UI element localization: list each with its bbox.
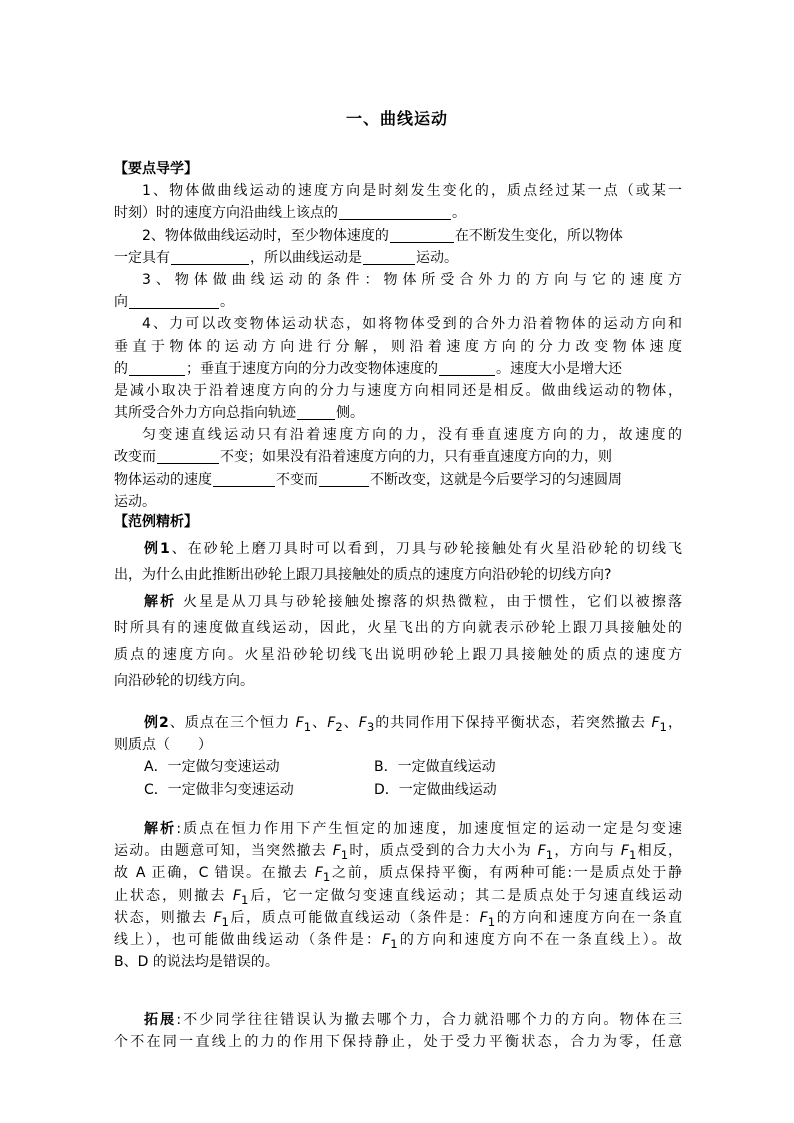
page-title: 一、曲线运动 bbox=[345, 109, 448, 128]
text-line: 向 。 bbox=[114, 294, 234, 311]
blank-line bbox=[319, 471, 369, 487]
text-line: 垂直于物体的运动方向进行分解，则沿着速度方向的分力改变物体速度 bbox=[114, 338, 682, 355]
text-line: 时所具有的速度做直线运动，因此，火星飞出的方向就表示砂轮上跟刀具接触处的 bbox=[114, 620, 682, 637]
options-row bbox=[114, 756, 682, 778]
blank-line bbox=[439, 360, 495, 376]
text-line: 个不在同一直线上的力的作用下保持静止，处于受力平衡状态，合力为零，任意 bbox=[114, 1034, 682, 1051]
text-line: 时刻）时的速度方向沿曲线上该点的 。 bbox=[114, 205, 466, 222]
blank-line bbox=[171, 249, 249, 265]
blank-line bbox=[339, 204, 451, 220]
example-1 bbox=[114, 536, 682, 694]
text-line: 的 ；垂直于速度方向的分力改变物体速度的 。速度大小是增大还 bbox=[114, 360, 622, 377]
text-line: 例1、在砂轮上磨刀具时可以看到，刀具与砂轮接触处有火星沿砂轮的切线飞 bbox=[144, 541, 682, 557]
option-c: C．一定做非匀变速运动 bbox=[144, 781, 294, 798]
text-line: 匀变速直线运动只有沿着速度方向的力，没有垂直速度方向的力，故速度的 bbox=[142, 427, 682, 444]
option-d: D．一定做曲线运动 bbox=[374, 781, 497, 798]
blank-line bbox=[363, 249, 415, 265]
text-line: 改变而 不变；如果没有沿着速度方向的力，只有垂直速度方向的力，则 bbox=[114, 449, 612, 466]
text-line: 其所受合外力方向总指向轨迹 侧。 bbox=[114, 405, 364, 422]
text-line: 例2、质点在三个恒力 $F_1$、$F_2$、$F_3$的共同作用下保持平衡状态，若突然撤去 $F_1$， bbox=[144, 715, 682, 734]
text-line: 状态，则撤去 $F_1$后，质点可能做直线运动（条件是：$F_1$的方向和速度方向在一条直 bbox=[114, 909, 682, 929]
extension bbox=[114, 1009, 682, 1053]
section-heading: 【要点导学】 bbox=[114, 161, 198, 177]
text-line: 2、物体做曲线运动时，至少物体速度的 在不断发生变化，所以物体 bbox=[142, 227, 623, 244]
text-line: 4、力可以改变物体运动状态，如将物体受到的合外力沿着物体的运动方向和 bbox=[142, 316, 682, 333]
text-line: 向沿砂轮的切线方向。 bbox=[114, 672, 254, 689]
text-line: 质点的速度方向。火星沿砂轮切线飞出说明砂轮上跟刀具接触处的质点的速度方 bbox=[114, 646, 682, 663]
section-heading: 【范例精析】 bbox=[114, 514, 198, 530]
text-line: 1、物体做曲线运动的速度方向是时刻发生变化的，质点经过某一点（或某一 bbox=[142, 183, 682, 200]
blank-line bbox=[129, 360, 185, 376]
text-line: 运动。由题意可知，当突然撤去 $F_1$时，质点受到的合力大小为 $F_1$，方向与 $F_1$相反， bbox=[114, 843, 683, 862]
example-2-analysis bbox=[114, 818, 682, 973]
text-line: 拓展:不少同学往往错误认为撤去哪个力，合力就沿哪个力的方向。物体在三 bbox=[144, 1012, 683, 1028]
section-key-points bbox=[114, 158, 682, 513]
example-2 bbox=[114, 712, 682, 801]
text-line: 线上），也可能做曲线运动（条件是：$F_1$的方向和速度方向不在一条直线上）。故 bbox=[114, 931, 683, 951]
text-line: 解析:质点在恒力作用下产生恒定的加速度，加速度恒定的运动一定是匀变速 bbox=[144, 821, 683, 837]
blank-line bbox=[157, 448, 219, 464]
blank-line bbox=[297, 404, 335, 420]
text-line: 3、物体做曲线运动的条件：物体所受合外力的方向与它的速度方 bbox=[142, 271, 682, 288]
option-a: A．一定做匀变速运动 bbox=[144, 759, 280, 776]
text-line: 出，为什么由此推断出砂轮上跟刀具接触处的质点的速度方向沿砂轮的切线方向? bbox=[114, 567, 612, 584]
text-line: B、D 的说法均是错误的。 bbox=[114, 954, 279, 971]
text-line: 运动。 bbox=[114, 493, 156, 510]
blank-line bbox=[390, 227, 454, 243]
section-examples bbox=[114, 511, 682, 533]
text-line: 故 A 正确，C 错误。在撤去 $F_1$之前，质点保持平衡，有两种可能:一是质点处于静 bbox=[114, 865, 682, 885]
option-b: B．一定做直线运动 bbox=[374, 759, 496, 776]
options-row bbox=[114, 779, 682, 801]
text-line: 一定具有 ，所以曲线运动是 运动。 bbox=[114, 249, 458, 266]
text-line: 止状态，则撤去 $F_1$后，它一定做匀变速直线运动；其二是质点处于匀速直线运动 bbox=[114, 887, 682, 907]
text-line: 是减小取决于沿着速度方向的分力与速度方向相同还是相反。做曲线运动的物体， bbox=[114, 382, 682, 399]
blank-line bbox=[213, 471, 275, 487]
text-line: 物体运动的速度 不变而 不断改变，这就是今后要学习的匀速圆周 bbox=[114, 471, 622, 488]
text-line: 则质点（ ） bbox=[114, 737, 212, 754]
text-line: 解析 火星是从刀具与砂轮接触处擦落的炽热微粒，由于惯性，它们以被擦落 bbox=[144, 593, 683, 610]
blank-line bbox=[129, 293, 219, 309]
